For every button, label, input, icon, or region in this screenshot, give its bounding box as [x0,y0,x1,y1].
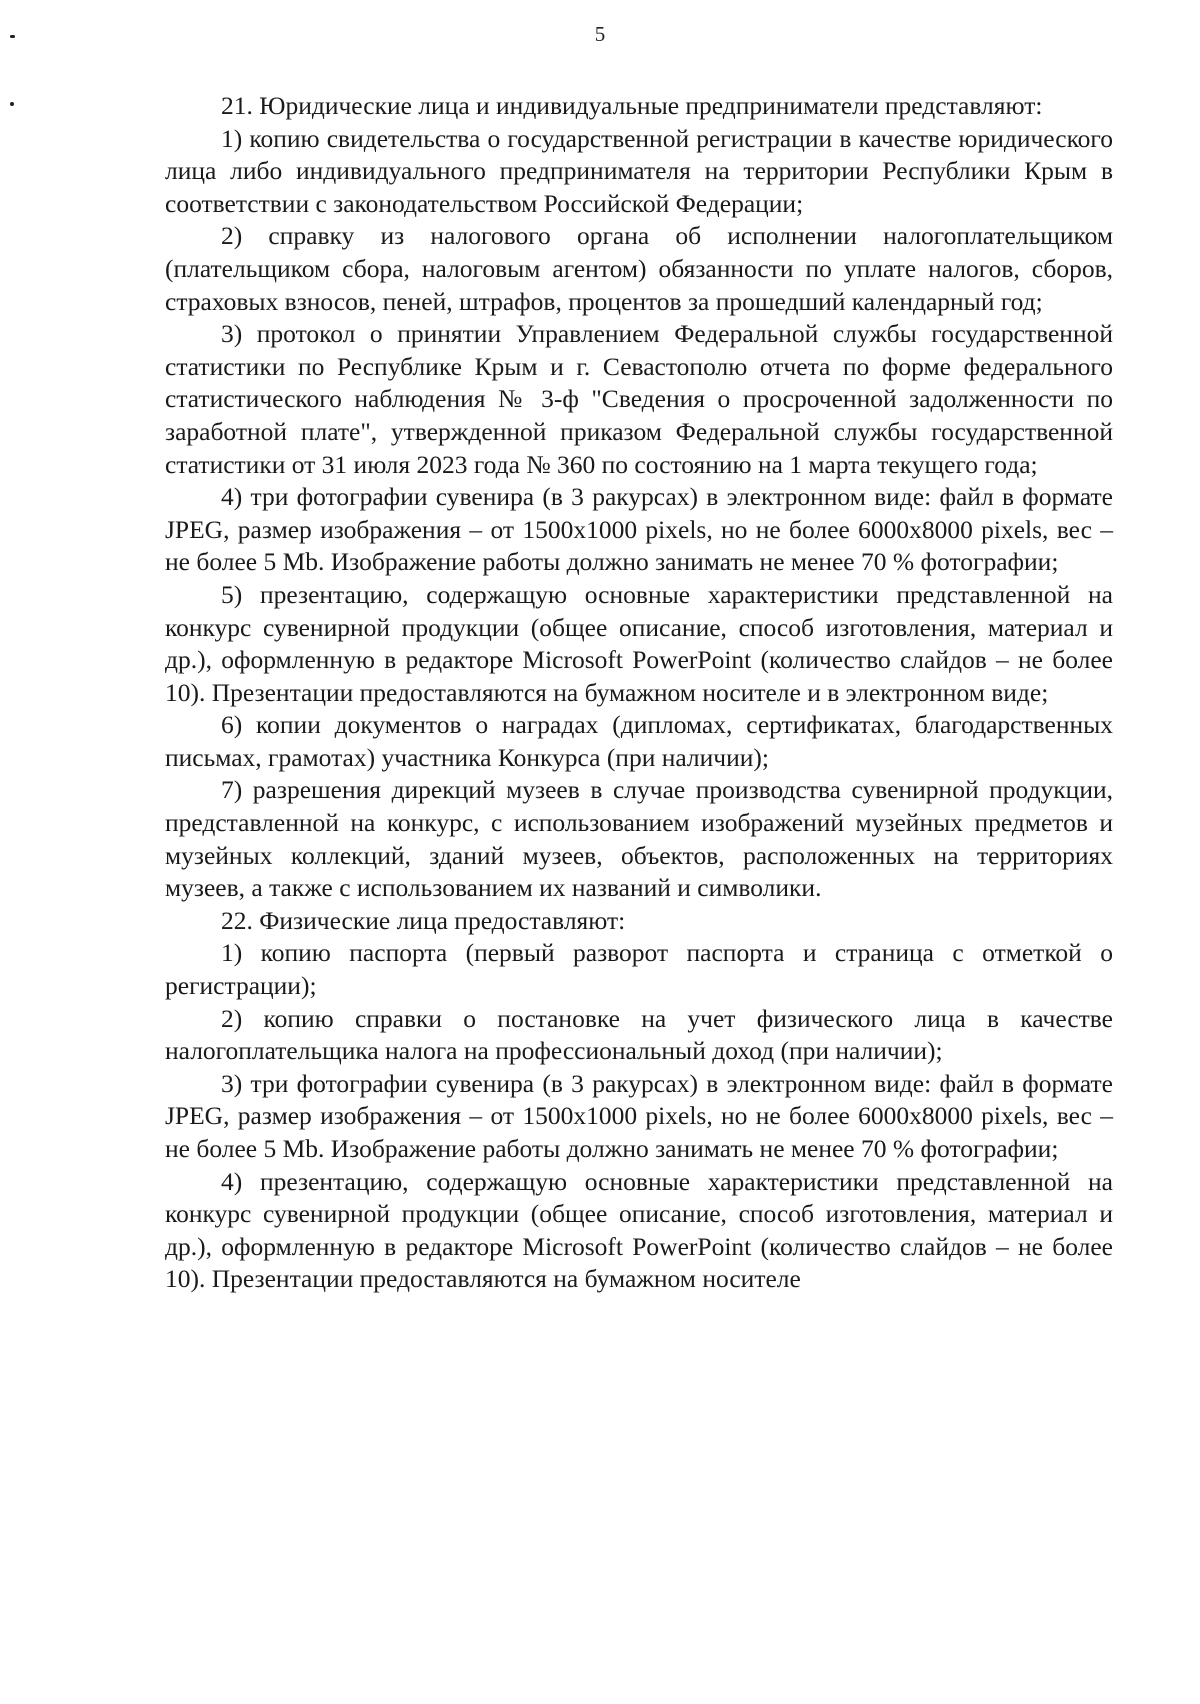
clause-22-item-3: 3) три фотографии сувенира (в 3 ракурсах) в электронном виде: файл в формате JPEG, размер изображения – от 1500x1000 pixels, но не более 6000x8000 pixels, вес – не более 5 Mb. Изображение работы должно занимать не менее 70 % фотографии; [165,1068,1113,1163]
clause-21-item-3: 3) протокол о принятии Управлением Федеральной службы государственной статистики по Республике Крым и г. Севастополю отчета по форме федерального статистического наблюдения № 3-ф "Сведения о просроченной задолженности по заработной плате", утвержденной приказом Федеральной службы государственной статистики от 31 июля 2023 года № 360 по состоянию на 1 марта текущего года; [165,319,1113,479]
scan-speck-lower [10,102,14,106]
clause-21-item-1: 1) копию свидетельства о государственной регистрации в качестве юридического лица либо индивидуального предпринимателя на территории Республики Крым в соответствии с законодательством Российской Федерации; [165,123,1113,218]
clause-21-item-2: 2) справку из налогового органа об исполнении налогоплательщиком (плательщиком сбора, налоговым агентом) обязанности по уплате налогов, сборов, страховых взносов, пеней, штрафов, процентов за прошедший календарный год; [165,221,1113,316]
clause-21-item-4: 4) три фотографии сувенира (в 3 ракурсах) в электронном виде: файл в формате JPEG, размер изображения – от 1500x1000 pixels, но не более 6000x8000 pixels, вес – не более 5 Mb. Изображение работы должно занимать не менее 70 % фотографии; [165,482,1113,577]
clause-22-item-1: 1) копию паспорта (первый разворот паспорта и страница с отметкой о регистрации); [165,938,1113,1001]
clause-22-item-2: 2) копию справки о постановке на учет физического лица в качестве налогоплательщика налога на профессиональный доход (при наличии); [165,1003,1113,1066]
page-number: 5 [594,22,606,46]
clause-21-intro: 21. Юридические лица и индивидуальные предприниматели представляют: [221,91,1043,120]
clause-22-intro: 22. Физические лица предоставляют: [221,905,626,935]
clause-21-item-7: 7) разрешения дирекций музеев в случае производства сувенирной продукции, представленной на конкурс, с использованием изображений музейных предметов и музейных коллекций, зданий музеев, объектов, расположенных на территориях музеев, а также с использованием их названий и символики. [165,775,1113,903]
clause-22-item-4: 4) презентацию, содержащую основные характеристики представленной на конкурс сувенирной продукции (общее описание, способ изготовления, материал и др.), оформленную в редакторе Microsoft PowerPoint (количество слайдов – не более 10). Презентации предоставляются на бумажном носителе [165,1166,1113,1294]
document-body [165,90,1113,1296]
clause-21-item-5: 5) презентацию, содержащую основные характеристики представленной на конкурс сувенирной продукции (общее описание, способ изготовления, материал и др.), оформленную в редакторе Microsoft PowerPoint (количество слайдов – не более 10). Презентации предоставляются на бумажном носителе и в электронном виде; [165,579,1113,707]
clause-21-item-6: 6) копии документов о наградах (дипломах, сертификатах, благодарственных письмах, грамотах) участника Конкурса (при наличии); [165,710,1113,772]
